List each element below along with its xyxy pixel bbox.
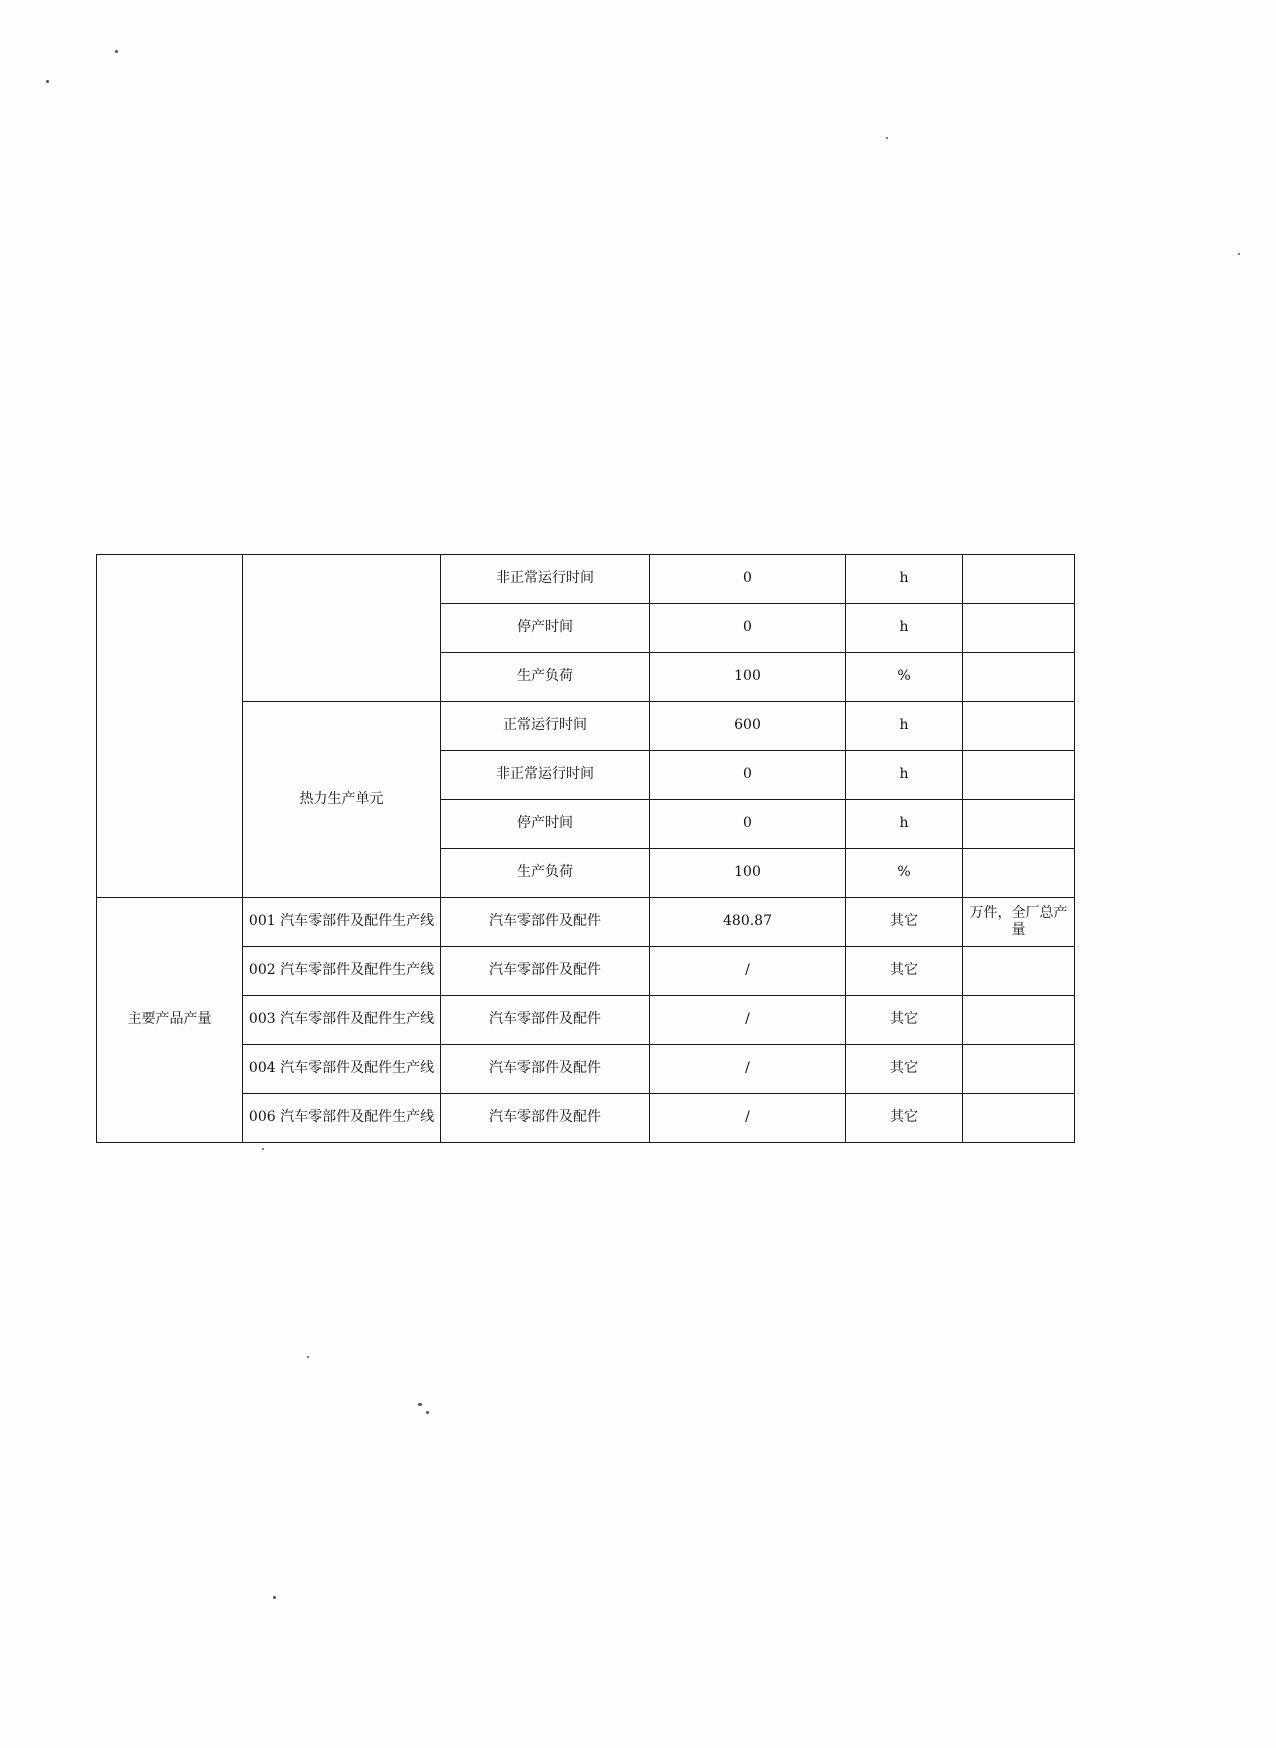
- scan-speck: [418, 1403, 422, 1406]
- unit-cell: %: [846, 653, 963, 702]
- item-cell: 停产时间: [441, 800, 650, 849]
- value-cell: /: [650, 947, 846, 996]
- note-cell: [963, 751, 1075, 800]
- unit-cell: h: [846, 702, 963, 751]
- scan-speck: [1238, 253, 1240, 255]
- table-row: [97, 555, 1075, 604]
- value-cell: 0: [650, 751, 846, 800]
- product-cell: 汽车零部件及配件: [441, 947, 650, 996]
- item-cell: 非正常运行时间: [441, 555, 650, 604]
- product-cell: 汽车零部件及配件: [441, 898, 650, 947]
- value-cell: 0: [650, 800, 846, 849]
- table-row: [97, 898, 1075, 947]
- note-cell: [963, 1094, 1075, 1143]
- value-cell: 0: [650, 555, 846, 604]
- value-cell: 100: [650, 849, 846, 898]
- unit-cell: h: [846, 751, 963, 800]
- note-cell: [963, 1045, 1075, 1094]
- unit-cell: 其它: [846, 898, 963, 947]
- value-cell: 0: [650, 604, 846, 653]
- unit-cell: %: [846, 849, 963, 898]
- item-cell: 非正常运行时间: [441, 751, 650, 800]
- table-row: [97, 1045, 1075, 1094]
- unit-cell: h: [846, 555, 963, 604]
- heat-unit-label: 热力生产单元: [243, 702, 441, 898]
- line-cell: 003 汽车零部件及配件生产线: [243, 996, 441, 1045]
- scan-speck: [886, 137, 888, 139]
- scan-speck: [46, 80, 49, 83]
- unit-cell: h: [846, 604, 963, 653]
- product-cell: 汽车零部件及配件: [441, 996, 650, 1045]
- note-cell: [963, 947, 1075, 996]
- production-status-table: [96, 554, 1075, 1143]
- note-cell: [963, 800, 1075, 849]
- value-cell: /: [650, 1094, 846, 1143]
- note-cell: [963, 653, 1075, 702]
- item-cell: 生产负荷: [441, 653, 650, 702]
- item-cell: 生产负荷: [441, 849, 650, 898]
- value-cell: 480.87: [650, 898, 846, 947]
- value-cell: /: [650, 996, 846, 1045]
- unit-cell: 其它: [846, 947, 963, 996]
- scan-speck: [426, 1411, 429, 1414]
- unit-cell-blank: [243, 555, 441, 702]
- line-cell: 004 汽车零部件及配件生产线: [243, 1045, 441, 1094]
- note-cell: [963, 996, 1075, 1045]
- note-cell: 万件，全厂总产量: [963, 898, 1075, 947]
- line-cell: 006 汽车零部件及配件生产线: [243, 1094, 441, 1143]
- note-cell: [963, 849, 1075, 898]
- category-cell-blank: [97, 555, 243, 898]
- scan-speck: [307, 1356, 309, 1358]
- item-cell: 停产时间: [441, 604, 650, 653]
- item-cell: 正常运行时间: [441, 702, 650, 751]
- value-cell: 100: [650, 653, 846, 702]
- scan-speck: [273, 1596, 276, 1599]
- scan-speck: [115, 50, 118, 53]
- note-cell: [963, 604, 1075, 653]
- scan-speck: [262, 1148, 264, 1150]
- table-row: [97, 947, 1075, 996]
- line-cell: 002 汽车零部件及配件生产线: [243, 947, 441, 996]
- value-cell: /: [650, 1045, 846, 1094]
- production-group-label: 主要产品产量: [97, 898, 243, 1143]
- unit-cell: 其它: [846, 1094, 963, 1143]
- line-cell: 001 汽车零部件及配件生产线: [243, 898, 441, 947]
- unit-cell: h: [846, 800, 963, 849]
- table-row: [97, 1094, 1075, 1143]
- table-row: [97, 996, 1075, 1045]
- unit-cell: 其它: [846, 1045, 963, 1094]
- note-cell: [963, 555, 1075, 604]
- unit-cell: 其它: [846, 996, 963, 1045]
- product-cell: 汽车零部件及配件: [441, 1094, 650, 1143]
- value-cell: 600: [650, 702, 846, 751]
- product-cell: 汽车零部件及配件: [441, 1045, 650, 1094]
- table-row: [97, 702, 1075, 751]
- note-cell: [963, 702, 1075, 751]
